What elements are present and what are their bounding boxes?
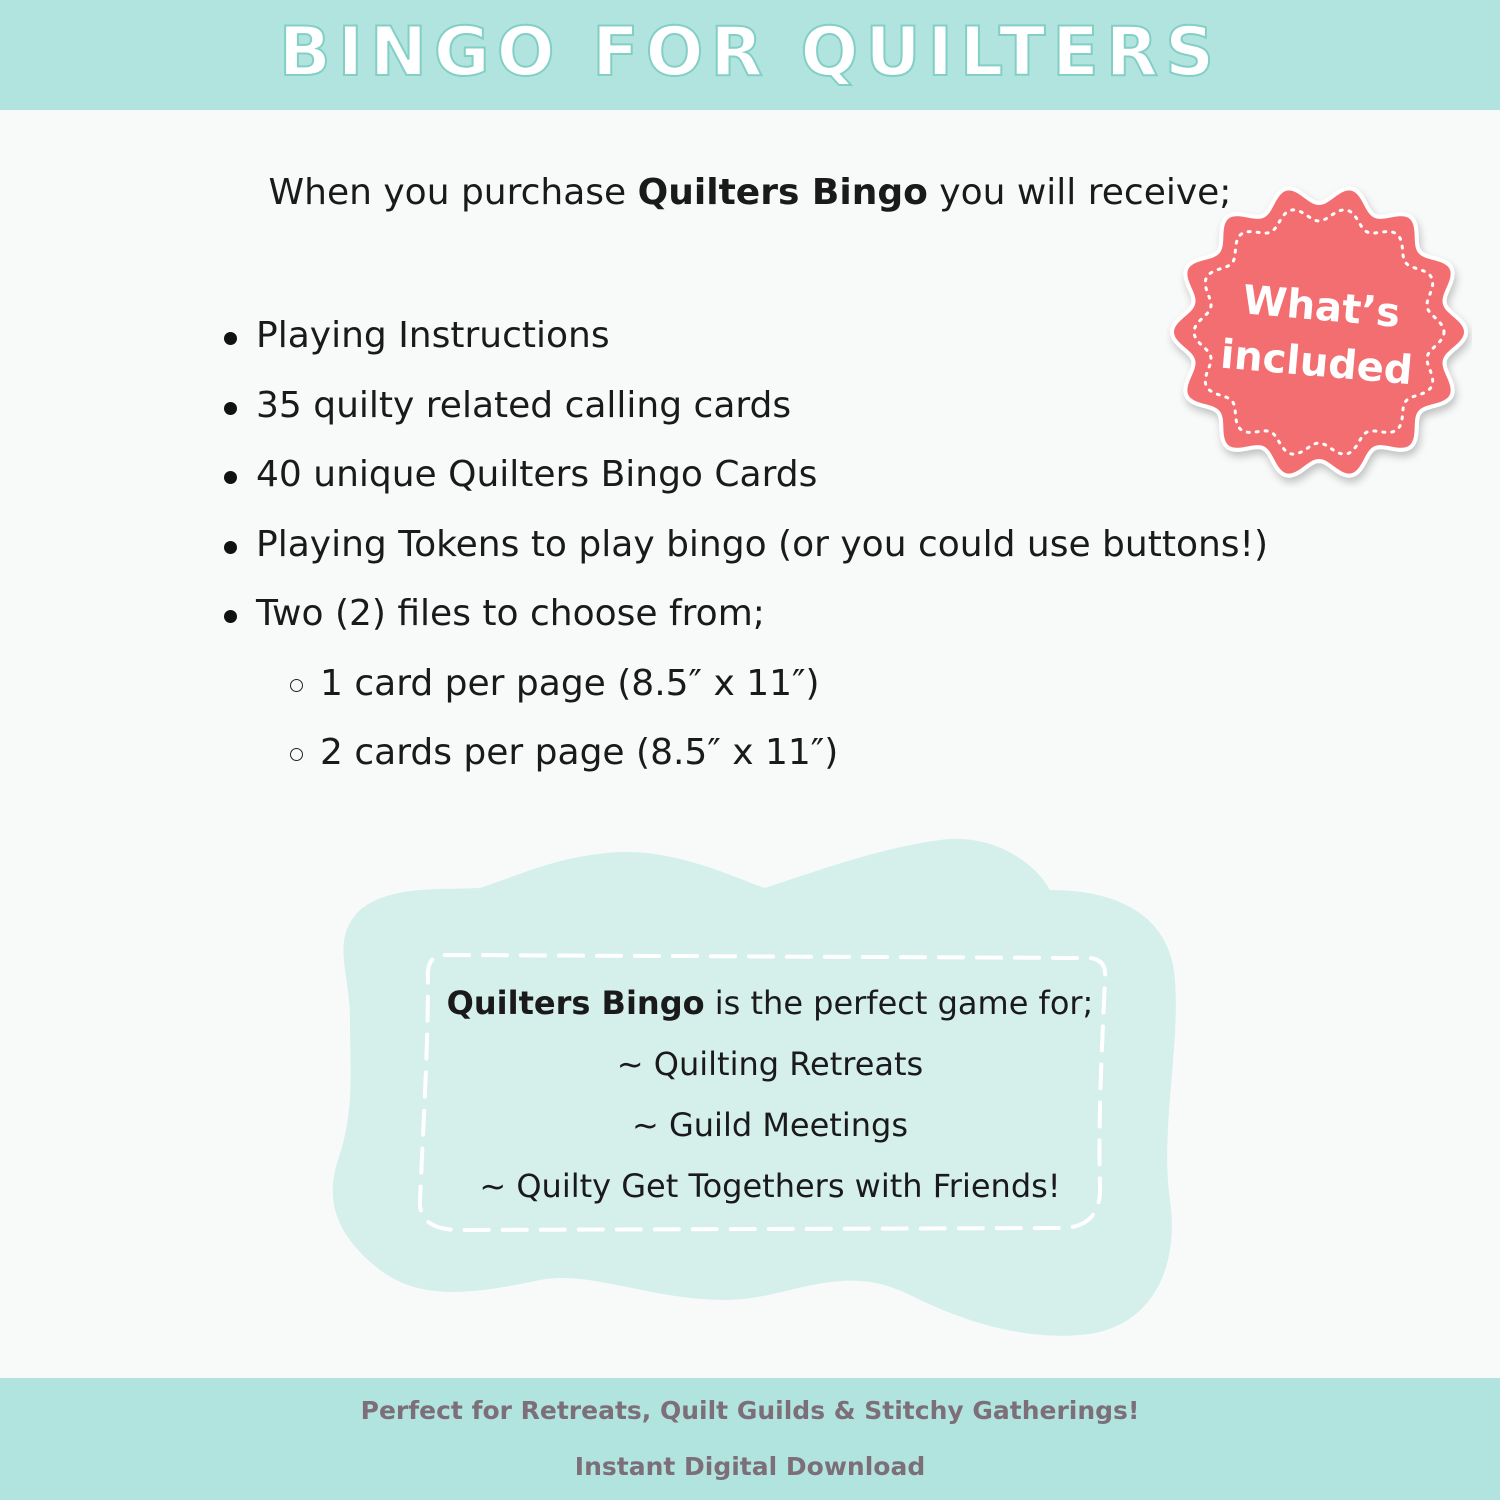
note-box — [425, 975, 1115, 1219]
intro-before: When you purchase — [268, 172, 638, 213]
badge-label — [1153, 169, 1485, 501]
footer-download-note: Instant Digital Download — [574, 1452, 926, 1481]
bullet-dot — [224, 610, 237, 623]
note-line: ~ Quilting Retreats — [616, 1045, 924, 1083]
bullet-circle — [290, 748, 303, 761]
note-line: ~ Guild Meetings — [631, 1106, 908, 1144]
list-item-text: Playing Instructions — [256, 315, 610, 356]
sub-list-item-text: 1 card per page (8.5″ x 11″) — [320, 662, 820, 704]
note-line: ~ Quilty Get Togethers with Friends! — [479, 1167, 1061, 1205]
footer-bar — [0, 1378, 1500, 1500]
sub-list-item-text: 2 cards per page (8.5″ x 11″) — [320, 732, 839, 773]
intro-after: you will receive; — [927, 172, 1232, 213]
header-bar — [0, 0, 1500, 110]
badge-line-1: What’s — [1240, 277, 1403, 337]
bullet-dot — [224, 541, 237, 554]
bullet-circle — [290, 679, 303, 692]
list-item-text: 40 unique Quilters Bingo Cards — [256, 454, 818, 495]
list-item-text: Playing Tokens to play bingo (or you could use buttons!) — [256, 523, 1269, 565]
bullet-dot — [224, 332, 237, 345]
footer-tagline: Perfect for Retreats, Quilt Guilds & Stitchy Gatherings! — [360, 1396, 1140, 1425]
note-heading — [425, 975, 1115, 1036]
bullet-dot — [224, 402, 237, 415]
intro-product-name: Quilters Bingo — [637, 172, 928, 213]
list-item-text: 35 quilty related calling cards — [256, 384, 792, 426]
badge-line-2: included — [1218, 331, 1415, 395]
note-product-name: Quilters Bingo — [446, 984, 705, 1022]
note-heading-rest: is the perfect game for; — [704, 984, 1094, 1022]
page-title: BINGO FOR QUILTERS — [278, 12, 1222, 92]
bullet-dot — [224, 471, 237, 484]
list-item-text: Two (2) files to choose from; — [256, 593, 765, 634]
